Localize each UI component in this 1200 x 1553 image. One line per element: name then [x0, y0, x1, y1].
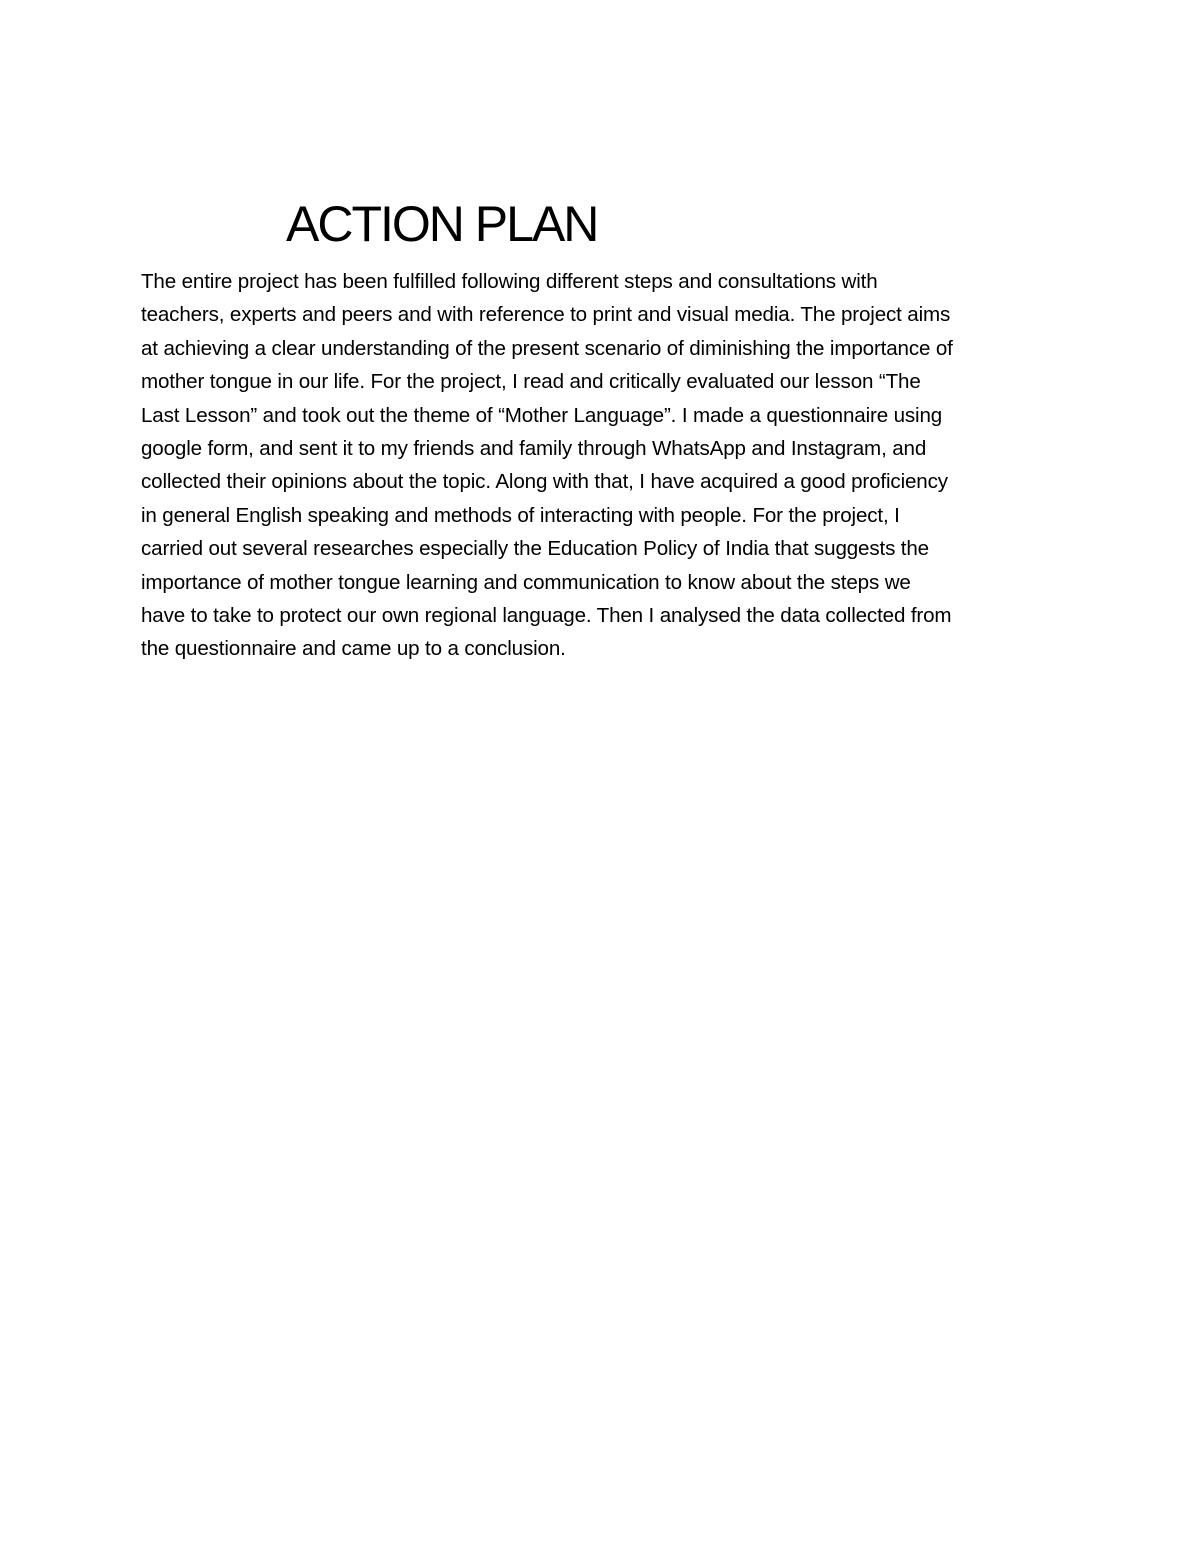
paragraph-line: the questionnaire and came up to a conclusion.	[141, 637, 566, 661]
paragraph-line: teachers, experts and peers and with reference to print and visual media. The project aims	[141, 303, 951, 327]
paragraph-line: importance of mother tongue learning and communication to know about the steps we	[141, 570, 911, 594]
body-paragraph	[141, 265, 1081, 666]
paragraph-line: have to take to protect our own regional language. Then I analysed the data collected from	[141, 604, 952, 628]
paragraph-line: google form, and sent it to my friends and family through WhatsApp and Instagram, and	[141, 437, 927, 461]
paragraph-line: The entire project has been fulfilled following different steps and consultations with	[141, 270, 878, 293]
paragraph-line: Last Lesson” and took out the theme of “Mother Language”. I made a questionnaire using	[141, 403, 943, 427]
paragraph-line: in general English speaking and methods of interacting with people. For the project, I	[141, 503, 900, 527]
page-title: ACTION PLAN	[286, 196, 598, 252]
paragraph-line: mother tongue in our life. For the project, I read and critically evaluated our lesson “The	[141, 370, 921, 394]
paragraph-line: collected their opinions about the topic. Along with that, I have acquired a good proficiency	[141, 470, 948, 494]
paragraph-line: at achieving a clear understanding of the present scenario of diminishing the importance of	[141, 336, 953, 360]
paragraph-line: carried out several researches especially the Education Policy of India that suggests the	[141, 537, 929, 561]
